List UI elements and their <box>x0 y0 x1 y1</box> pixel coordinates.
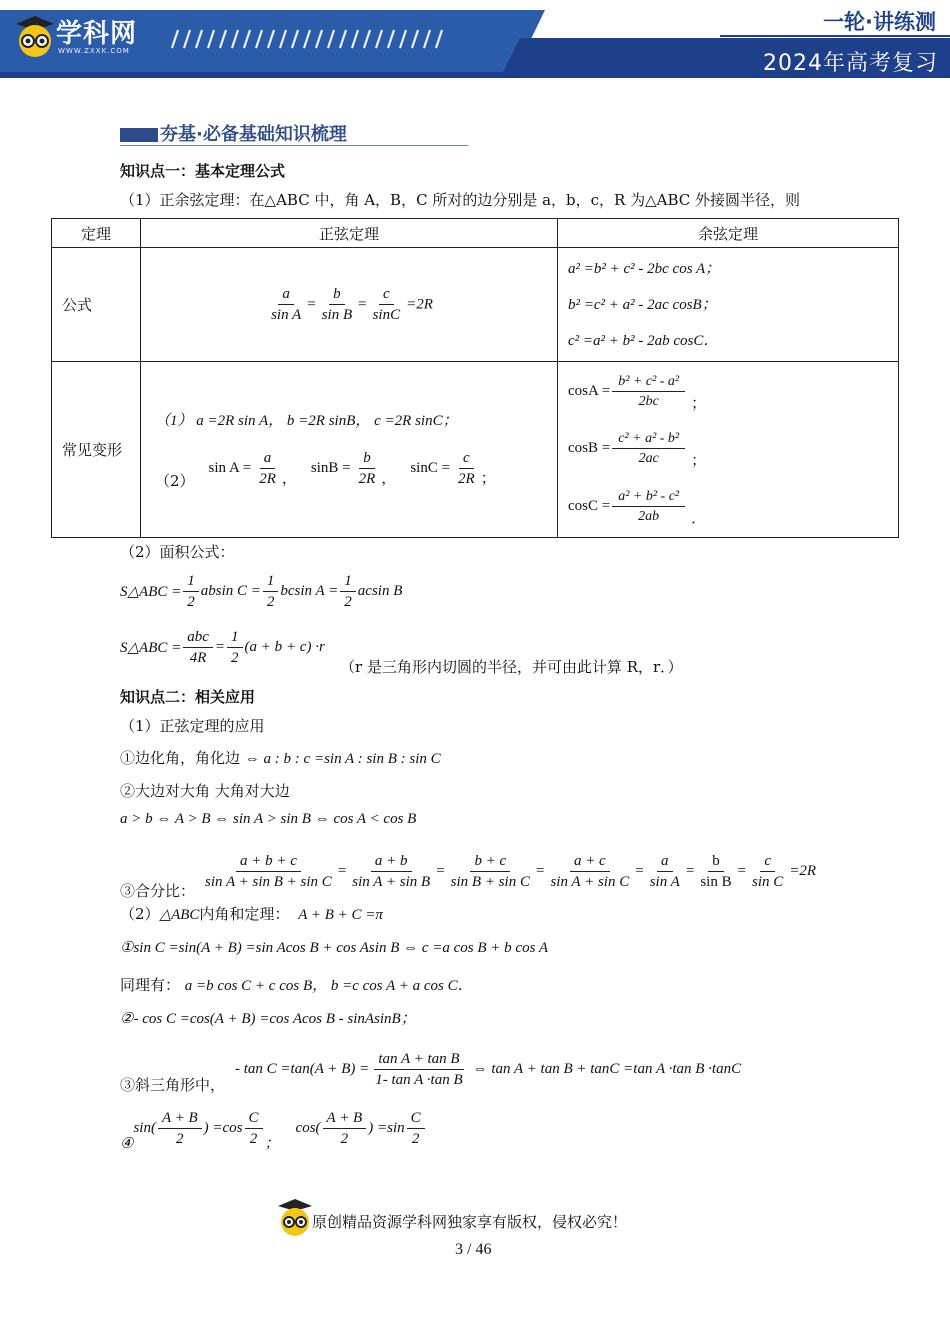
r5-label: ④ <box>120 1136 134 1152</box>
frac-num: a + b + c <box>236 852 301 872</box>
kp1-intro: （1）正余弦定理：在△ABC 中，角 A，B，C 所对的边分别是 a，b，c，R 为△ABC 外接圆半径，则 <box>120 191 801 209</box>
area-lhs: S△ABC = <box>120 584 182 600</box>
r5-part: sin( <box>133 1120 156 1136</box>
item1-math: ⇔ a : b : c =sin A : sin B : sin C <box>244 751 441 767</box>
frac-den: sin B + sin C <box>450 874 530 890</box>
frac-num: b <box>708 852 724 872</box>
frac-den: 2 <box>249 1131 258 1147</box>
frac-den: 2R <box>259 470 276 487</box>
kp2-item1 <box>120 747 441 768</box>
area-term: bcsin A = <box>280 583 339 599</box>
two-r: =2R <box>789 863 817 879</box>
frac-den: 2 <box>266 594 275 610</box>
item3-label: ③合分比： <box>120 882 196 900</box>
r4-label: ③斜三角形中， <box>120 1076 226 1094</box>
sin-c-lhs: sinC = <box>410 459 451 476</box>
kp2-sub2 <box>120 903 383 924</box>
sine-variants <box>141 362 558 538</box>
frac-den: sin B <box>700 874 732 890</box>
frac-num: C <box>407 1109 425 1129</box>
frac-den: 2 <box>231 650 239 666</box>
frac-den: 2 <box>344 594 352 610</box>
cos-a-variant <box>568 364 897 420</box>
frac-den: 2R <box>358 470 376 487</box>
frac-den: 1- tan A ·tan B <box>375 1072 463 1088</box>
identity-3: ②- cos C =cos(A + B) =cos Acos B - sinAsinB； <box>120 1011 416 1027</box>
frac-num: a <box>260 449 276 469</box>
frac-num: tan A + tan B <box>374 1050 463 1070</box>
sine-variant-2 <box>155 446 556 491</box>
frac-num: a <box>657 852 673 872</box>
sep: ． <box>691 509 707 527</box>
sep: ， <box>381 468 397 487</box>
page-number: 3 / 46 <box>455 1241 492 1258</box>
r4-lhs: - tan C =tan(A + B) = <box>235 1061 370 1077</box>
sine-law-formula <box>141 248 558 362</box>
angle-sum: A + B + C =π <box>298 907 383 923</box>
r2-label: 同理有： <box>120 976 181 994</box>
frac-den: 4R <box>189 650 207 666</box>
sin-a-lhs: sin A = <box>208 459 252 476</box>
cosine-variants <box>558 362 899 538</box>
frac-num: 1 <box>227 628 243 648</box>
cos-c-variant <box>568 478 897 536</box>
area-term: (a + b + c) ·r <box>244 639 325 655</box>
frac-num: c <box>760 852 775 872</box>
eq-sign: = <box>358 296 367 313</box>
r5-part: cos( <box>295 1120 321 1136</box>
identity-2 <box>120 974 473 995</box>
frac-num: 1 <box>183 572 199 592</box>
frac-den: sin B <box>321 307 353 323</box>
kp2-item2: ②大边对大角 大角对大边 <box>120 782 290 800</box>
frac-num: b <box>329 285 345 305</box>
eq-sign: = <box>214 639 226 655</box>
cos-law-a: a² =b² + c² - 2bc cos A； <box>568 260 721 277</box>
kp2-sub1: （1）正弦定理的应用 <box>120 717 265 735</box>
frac-num: 1 <box>340 572 356 592</box>
sin-b-lhs: sinB = <box>310 459 351 476</box>
table-header: 定理 <box>52 219 141 248</box>
identity-1: ①sin C =sin(A + B) =sin Acos B + cos Asin B ⇔ c =a cos B + b cos A <box>120 940 549 956</box>
footer-owl-icon <box>278 1199 312 1237</box>
sep: ； <box>264 1136 280 1152</box>
frac-den: sinC <box>372 307 401 323</box>
cos-law-b: b² =c² + a² - 2ac cosB； <box>568 296 717 313</box>
item1-text: ①边化角，角化边 <box>120 749 241 767</box>
area-formula-2 <box>120 628 325 667</box>
cosine-law-formula <box>558 248 899 362</box>
frac-num: a + b <box>371 852 412 872</box>
r2-math: a =b cos C + c cos B， b =c cos A + a cos C． <box>184 978 473 994</box>
frac-den: 2 <box>187 594 195 610</box>
cos-lhs: cosB = <box>568 440 611 456</box>
frac-num: A + B <box>323 1109 367 1129</box>
frac-num: a + c <box>570 852 610 872</box>
section-underline <box>120 145 468 146</box>
frac-num: abc <box>183 628 213 648</box>
area-term: absin C = <box>200 583 261 599</box>
r5-part: ) =sin <box>368 1120 405 1136</box>
two-r: =2R <box>406 296 433 313</box>
kp2-item2-math: a > b ⇔ A > B ⇔ sin A > sin B ⇔ cos A < cos B <box>120 811 417 827</box>
frac-den: 2R <box>458 470 475 487</box>
frac-num: c² + a² - b² <box>612 430 685 449</box>
cos-lhs: cosC = <box>568 498 611 514</box>
area-title: （2）面积公式： <box>120 543 235 561</box>
section-marker <box>120 128 158 142</box>
frac-num: 1 <box>263 572 279 592</box>
theorem-table <box>51 218 899 538</box>
frac-den: 2 <box>411 1131 420 1147</box>
cos-lhs: cosA = <box>568 383 611 399</box>
sep: ， <box>281 468 297 487</box>
identity-5 <box>120 1104 427 1153</box>
year-title: 2024年高考复习 <box>763 51 938 76</box>
frac-num: c <box>379 285 394 305</box>
frac-den: 2ac <box>638 450 659 466</box>
frac-den: 2bc <box>638 393 659 409</box>
frac-num: c <box>459 449 474 469</box>
frac-num: a² + b² - c² <box>612 488 685 507</box>
frac-num: b <box>359 449 375 469</box>
frac-num: A + B <box>158 1109 202 1129</box>
ratio-formula: ③合分比： $\frac{a + b + c}{\text{sin A + sin B + sin C}}$ = $\frac{a + b}{\text{sin A + sin B}}$ = $\frac{b + c}{\text{sin B + sin C}}$ = $\frac{a + c}{\text{sin A + sin C}}$ = $\frac{a}{\text{sin A}}$ = $\frac{b}{\text{sin B}}$ = $\frac{c}{\text{sin C}}$ =2R <box>120 853 817 900</box>
kp2-title: 知识点二：相关应用 <box>120 688 256 706</box>
logo-owl-icon <box>16 16 54 58</box>
frac-den: 2ab <box>638 508 660 524</box>
cos-law-c: c² =a² + b² - 2ab cosC． <box>568 332 719 349</box>
sep: ； <box>691 451 707 469</box>
logo-text: 学科网 <box>56 19 138 49</box>
sub2-label: （2） <box>120 905 160 923</box>
eq-sign: = <box>307 296 316 313</box>
frac-num: a <box>278 285 294 305</box>
frac-den: sin A <box>649 874 680 890</box>
frac-den: 2 <box>176 1131 184 1147</box>
copyright-notice: 原创精品资源学科网独家享有版权，侵权必究！ <box>312 1213 628 1231</box>
area-term: acsin B <box>357 583 403 599</box>
sub2-text: 内角和定理： <box>199 905 290 923</box>
frac-den: sin A + sin B + sin C <box>205 874 332 890</box>
kp1-title: 知识点一：基本定理公式 <box>120 162 286 180</box>
identity-4 <box>120 1044 741 1095</box>
table-header: 余弦定理 <box>558 219 899 248</box>
sep: ； <box>691 394 707 412</box>
frac-num: C <box>245 1109 263 1129</box>
variant-label: （2） <box>155 471 195 490</box>
sep: ； <box>480 468 496 487</box>
frac-den: sin A <box>271 307 302 323</box>
section-title: 夯基·必备基础知识梳理 <box>160 124 347 145</box>
frac-den: sin C <box>752 874 784 890</box>
frac-num: b + c <box>470 852 510 872</box>
row-label-variants: 常见变形 <box>52 362 141 538</box>
r4-tail: ⇔ tan A + tan B + tanC =tan A ·tan B ·tanC <box>472 1061 742 1077</box>
inradius-note: （r 是三角形内切圆的半径，并可由此计算 R，r．） <box>340 658 683 676</box>
frac-den: sin A + sin C <box>550 874 630 890</box>
logo-url: WWW.ZXXK.COM <box>58 47 130 55</box>
area-formula-1 <box>120 572 402 611</box>
series-title: 一轮·讲练测 <box>823 10 936 34</box>
row-label-formula: 公式 <box>52 248 141 362</box>
triangle-abc: △ABC <box>159 907 200 923</box>
frac-num: b² + c² - a² <box>612 373 685 392</box>
table-header: 正弦定理 <box>141 219 558 248</box>
frac-den: 2 <box>340 1131 349 1147</box>
cos-b-variant <box>568 420 897 478</box>
frac-den: sin A + sin B <box>352 874 431 890</box>
area-lhs: S△ABC = <box>120 640 182 656</box>
sine-variant-1: （1） a =2R sin A， b =2R sinB， c =2R sinC； <box>155 412 458 429</box>
r5-part: ) =cos <box>203 1120 243 1136</box>
